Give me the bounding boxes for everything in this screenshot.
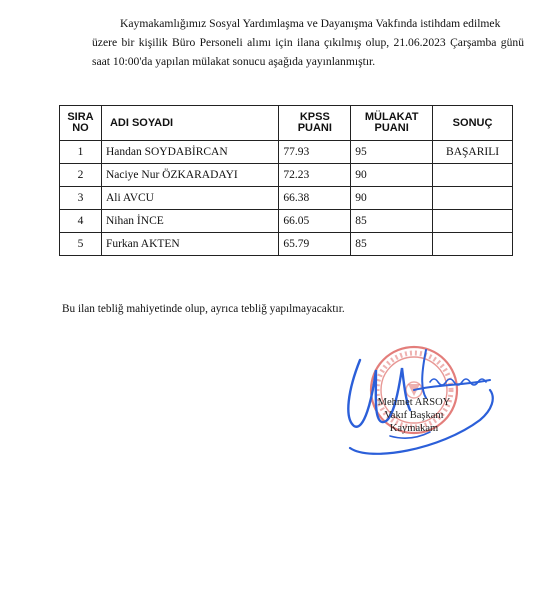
notice-text: Bu ilan tebliğ mahiyetinde olup, ayrıca tebliğ yapılmayacaktır.	[62, 303, 345, 315]
signatory-title-2: Kaymakam	[389, 423, 439, 434]
cell-kpss: 77.93	[279, 141, 351, 164]
table-row	[60, 141, 513, 164]
table-row	[60, 210, 513, 233]
cell-kpss: 66.38	[279, 187, 351, 210]
cell-kpss: 66.05	[279, 210, 351, 233]
header-adi-soyadi: ADI SOYADI	[101, 106, 278, 141]
cell-name: Nihan İNCE	[101, 210, 278, 233]
cell-no: 4	[60, 210, 102, 233]
table-row	[60, 164, 513, 187]
table-header-row	[60, 106, 513, 141]
cell-name: Furkan AKTEN	[101, 233, 278, 256]
intro-paragraph	[92, 14, 524, 71]
table-row	[60, 187, 513, 210]
cell-name: Handan SOYDABİRCAN	[101, 141, 278, 164]
signature-block	[330, 340, 510, 470]
cell-kpss: 65.79	[279, 233, 351, 256]
header-sira-no: SIRA NO	[60, 106, 102, 141]
cell-no: 1	[60, 141, 102, 164]
header-kpss-puani: KPSS PUANI	[279, 106, 351, 141]
cell-no: 5	[60, 233, 102, 256]
cell-no: 3	[60, 187, 102, 210]
signatory-info	[354, 396, 474, 435]
cell-no: 2	[60, 164, 102, 187]
cell-sonuc	[433, 164, 513, 187]
signatory-title-1: Vakıf Başkanı	[384, 410, 444, 421]
intro-line-rest: üzere bir kişilik Büro Personeli alımı için ilana çıkılmış olup, 21.06.2023 Çarşamba günü saat 10:00'da yapılan mülakat sonucu aşağıda yayınlanmıştır.	[92, 36, 524, 68]
signatory-name: Mehmet ARSOY	[377, 397, 451, 408]
cell-mulakat: 95	[351, 141, 433, 164]
cell-mulakat: 90	[351, 187, 433, 210]
cell-kpss: 72.23	[279, 164, 351, 187]
cell-mulakat: 90	[351, 164, 433, 187]
intro-line-1: Kaymakamlığımız Sosyal Yardımlaşma ve Dayanışma Vakfında istihdam edilmek	[120, 17, 501, 30]
table-row	[60, 233, 513, 256]
cell-sonuc	[433, 187, 513, 210]
results-table	[59, 105, 513, 256]
cell-mulakat: 85	[351, 233, 433, 256]
header-sonuc: SONUÇ	[433, 106, 513, 141]
cell-name: Ali AVCU	[101, 187, 278, 210]
cell-sonuc	[433, 233, 513, 256]
cell-mulakat: 85	[351, 210, 433, 233]
cell-name: Naciye Nur ÖZKARADAYI	[101, 164, 278, 187]
cell-sonuc	[433, 210, 513, 233]
header-mulakat-puani: MÜLAKAT PUANI	[351, 106, 433, 141]
cell-sonuc: BAŞARILI	[433, 141, 513, 164]
